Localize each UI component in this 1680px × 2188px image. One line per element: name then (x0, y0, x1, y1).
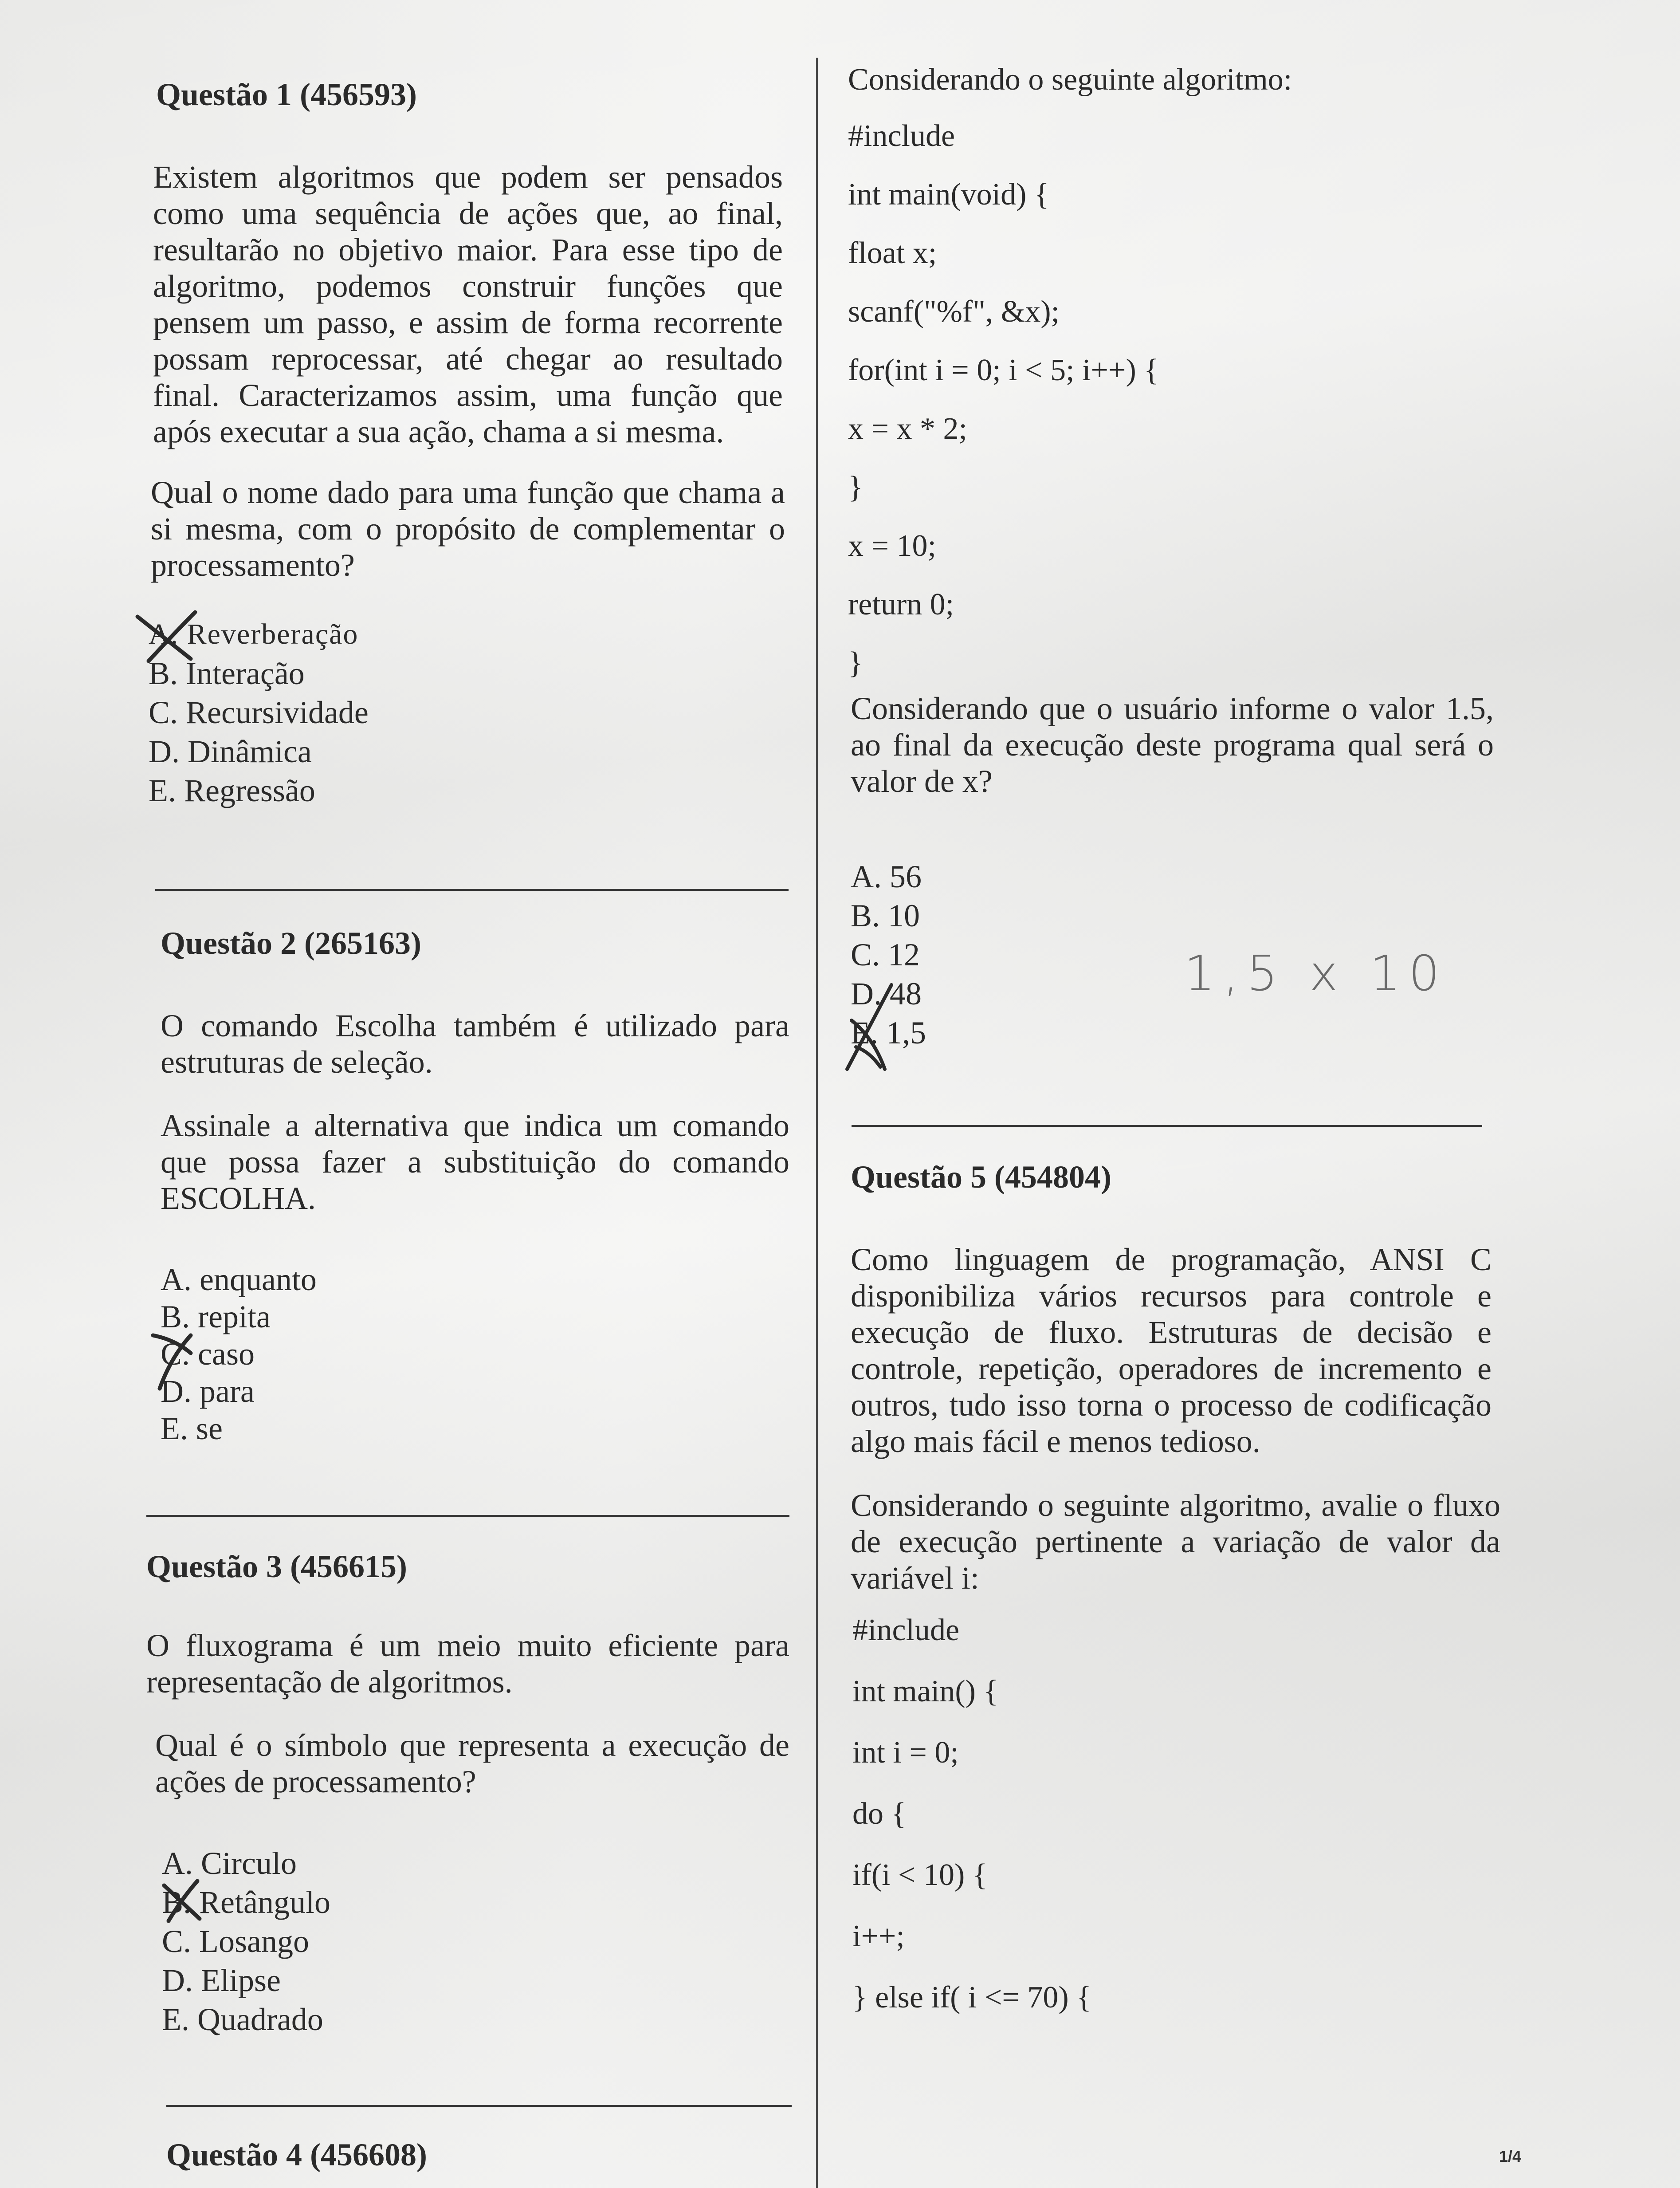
q3-separator (166, 2105, 792, 2107)
q1-option-d[interactable]: D. Dinâmica (149, 734, 312, 769)
q2-option-d[interactable]: D. para (161, 1373, 255, 1409)
q2-statement: O comando Escolha também é utilizado para estruturas de seleção. (161, 1008, 789, 1080)
q4-code-line: scanf("%f", &x); (848, 295, 1060, 329)
q1-options (149, 615, 369, 810)
q4-code-line: for(int i = 0; i < 5; i++) { (848, 353, 1159, 387)
q1-option-b[interactable]: B. Interação (149, 656, 305, 691)
q1-option-e[interactable]: E. Regressão (149, 773, 315, 808)
column-divider (816, 58, 818, 2188)
q2-option-c[interactable]: C. caso (161, 1336, 255, 1372)
q5-code-line: if(i < 10) { (852, 1858, 988, 1892)
q2-question: Assinale a alternativa que indica um comando que possa fazer a substituição do comando ESCOLHA. (161, 1108, 789, 1216)
q3-option-a[interactable]: A. Circulo (162, 1846, 297, 1881)
q3-option-d[interactable]: D. Elipse (162, 1963, 281, 1998)
q5-code-block (852, 1615, 1091, 2013)
q4-option-b[interactable]: B. 10 (851, 898, 920, 933)
q4-code-line: #include (848, 119, 955, 153)
q4-title: Questão 4 (456608) (166, 2137, 427, 2172)
q4-code-line: int main(void) { (848, 177, 1049, 212)
q4-handwritten-note: 1,5 x 10 (1184, 945, 1448, 1002)
q5-question: Considerando o seguinte algoritmo, avalie o fluxo de execução pertinente a variação de valor da variável i: (851, 1488, 1500, 1596)
q5-code-line: #include (852, 1613, 960, 1647)
q2-separator (146, 1515, 789, 1517)
q4-separator (852, 1125, 1482, 1127)
q1-question: Qual o nome dado para uma função que chama a si mesma, com o propósito de complementar o processamento? (151, 475, 785, 583)
q2-option-b[interactable]: B. repita (161, 1299, 271, 1334)
q4-option-d[interactable]: D. 48 (851, 976, 922, 1011)
q4-intro: Considerando o seguinte algoritmo: (848, 63, 1292, 97)
q3-option-c[interactable]: C. Losango (162, 1924, 309, 1959)
q4-option-e[interactable]: E. 1,5 (851, 1015, 926, 1051)
q2-option-a[interactable]: A. enquanto (161, 1262, 317, 1297)
q1-option-c[interactable]: C. Recursividade (149, 695, 369, 730)
q4-code-line: } (848, 646, 863, 680)
q3-title: Questão 3 (456615) (146, 1549, 407, 1584)
q4-code-line: } (848, 470, 863, 504)
q4-code-line: float x; (848, 236, 937, 270)
q3-question: Qual é o símbolo que representa a execução de ações de processamento? (155, 1728, 789, 1799)
q1-title: Questão 1 (456593) (156, 77, 417, 112)
q4-option-c[interactable]: C. 12 (851, 937, 920, 972)
q2-options (161, 1261, 317, 1447)
q3-option-e[interactable]: E. Quadrado (162, 2002, 323, 2037)
q5-code-line: int main() { (852, 1674, 999, 1708)
q3-options (162, 1844, 330, 2039)
q4-question: Considerando que o usuário informe o valor 1.5, ao final da execução deste programa qual será o valor de x? (851, 691, 1494, 799)
q5-title: Questão 5 (454804) (851, 1159, 1111, 1195)
q5-code-line: } else if( i <= 70) { (852, 1980, 1091, 2015)
q1-statement: Existem algoritmos que podem ser pensados como uma sequência de ações que, ao final, resultarão no objetivo maior. Para esse tipo de algoritmo, podemos construir funções que pensem um passo, e assim de forma recorrente possam reprocessar, até chegar ao resultado final. Caracterizamos assim, uma função que após executar a sua ação, chama a si mesma. (153, 159, 783, 449)
q4-code-line: x = 10; (848, 529, 936, 563)
q5-code-line: do { (852, 1797, 907, 1831)
page-number: 1/4 (1499, 2147, 1522, 2165)
q4-option-a[interactable]: A. 56 (851, 859, 922, 894)
q4-code-block (848, 121, 1159, 679)
q1-separator (155, 889, 789, 891)
q4-code-line: x = x * 2; (848, 412, 967, 446)
q4-options (851, 857, 926, 1052)
q4-code-line: return 0; (848, 587, 954, 622)
q3-option-b[interactable]: B. Retângulo (162, 1885, 330, 1920)
q2-title: Questão 2 (265163) (161, 925, 421, 961)
q3-statement: O fluxograma é um meio muito eficiente para representação de algoritmos. (146, 1628, 789, 1700)
q1-option-a[interactable]: A. Reverberação (149, 618, 359, 650)
q5-code-line: i++; (852, 1919, 905, 1953)
q5-statement: Como linguagem de programação, ANSI C disponibiliza vários recursos para controle e execução de fluxo. Estruturas de decisão e controle, repetição, operadores de incremento e outros, tudo isso torna o processo de codificação algo mais fácil e menos tedioso. (851, 1242, 1492, 1459)
q5-code-line: int i = 0; (852, 1735, 959, 1770)
q2-option-e[interactable]: E. se (161, 1411, 223, 1446)
